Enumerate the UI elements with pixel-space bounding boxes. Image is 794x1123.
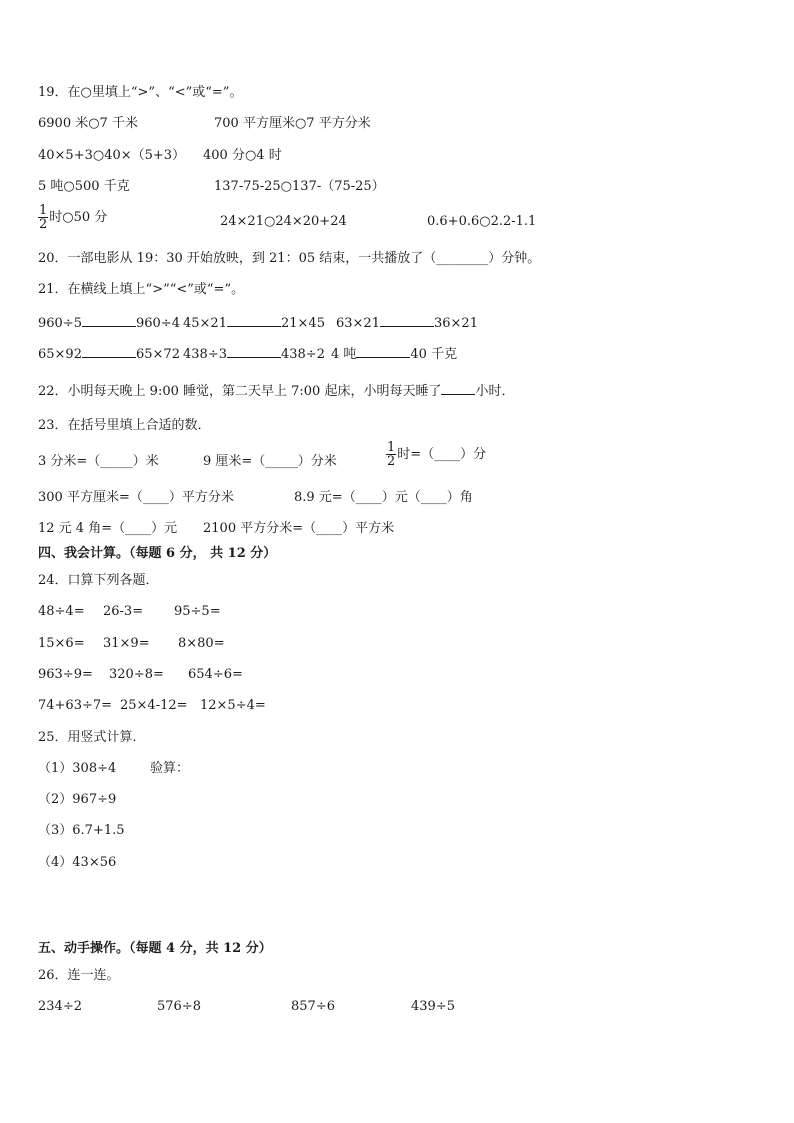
q25-item: （4）43×56 (38, 855, 117, 870)
q23-item-fraction: $\frac{1}{2}$ 时=（____）分 (387, 440, 487, 469)
q21-item: 63×21 36×21 (336, 316, 478, 331)
q24-item: 25×4-12= (120, 698, 188, 713)
q21-item: 4 吨 40 千克 (331, 347, 458, 362)
q19-item: 0.6+0.6○2.2-1.1 (427, 214, 537, 229)
q19-item: 137-75-25○137-（75-25） (214, 179, 385, 194)
q21-item: 45×21 21×45 (183, 316, 325, 331)
q26-item: 576÷8 (157, 999, 201, 1014)
q24-item: 74+63÷7= (38, 698, 113, 713)
q23-item: 8.9 元=（____）元（____）角 (294, 490, 473, 505)
q21-title: 21．在横线上填上“>”“<”或“=”。 (38, 282, 245, 297)
q24-item: 31×9= (103, 636, 150, 651)
q23-title: 23．在括号里填上合适的数． (38, 418, 211, 433)
q25-item: （1）308÷4 (38, 761, 117, 776)
q24-title: 24．口算下列各题． (38, 573, 159, 588)
q25-item: （3）6.7+1.5 (38, 823, 125, 838)
q21-item: 960÷5 960÷4 (38, 316, 180, 331)
fraction: $\frac{1}{2}$ (39, 203, 48, 232)
q26-title: 26．连一连。 (38, 968, 120, 983)
q24-item: 15×6= (38, 636, 85, 651)
section-4-heading: 四、我会计算。（每题 6 分， 共 12 分） (38, 546, 277, 561)
q25-title: 25．用竖式计算． (38, 730, 146, 745)
q19-item: 24×21○24×20+24 (220, 214, 347, 229)
q19-item: 40×5+3○40×（5+3） (38, 148, 186, 163)
q23-item: 300 平方厘米=（____）平方分米 (38, 490, 234, 505)
q19-item: 400 分○4 时 (203, 148, 282, 163)
q23-item: 3 分米=（_____）米 (38, 454, 159, 469)
q22-text: 22．小明每天晚上 9:00 睡觉，第二天早上 7:00 起床，小明每天睡了 小时． (38, 384, 515, 399)
q19-title: 19．在○里填上“>”、“<”或“=”。 (38, 85, 243, 100)
q23-item: 2100 平方分米=（____）平方米 (203, 521, 395, 536)
q23-item: 12 元 4 角=（____）元 (38, 521, 178, 536)
fraction: $\frac{1}{2}$ (387, 440, 396, 469)
q26-item: 857÷6 (291, 999, 335, 1014)
section-5-heading: 五、动手操作。（每题 4 分，共 12 分） (38, 941, 272, 956)
q21-item: 65×92 65×72 (38, 347, 180, 362)
q24-item: 8×80= (178, 636, 225, 651)
q24-item: 963÷9= (38, 667, 93, 682)
q24-item: 320÷8= (109, 667, 164, 682)
q24-item: 95÷5= (174, 604, 221, 619)
q20-text: 20．一部电影从 19：30 开始放映，到 21：05 结束，一共播放了（________）分钟。 (38, 251, 541, 266)
q25-check-label: 验算： (150, 761, 190, 776)
q25-item: （2）967÷9 (38, 792, 117, 807)
q24-item: 654÷6= (188, 667, 243, 682)
q19-item-fraction: $\frac{1}{2}$ 时○50 分 (39, 203, 108, 232)
q24-item: 12×5÷4= (200, 698, 266, 713)
q19-item: 700 平方厘米○7 平方分米 (214, 116, 371, 131)
q26-item: 234÷2 (38, 999, 82, 1014)
q19-item: 5 吨○500 千克 (38, 179, 130, 194)
q24-item: 48÷4= (38, 604, 85, 619)
q21-item: 438÷3 438÷2 (183, 347, 325, 362)
q26-item: 439÷5 (411, 999, 455, 1014)
q19-item: 6900 米○7 千米 (38, 116, 138, 131)
q24-item: 26-3= (103, 604, 144, 619)
q23-item: 9 厘米=（_____）分米 (203, 454, 337, 469)
